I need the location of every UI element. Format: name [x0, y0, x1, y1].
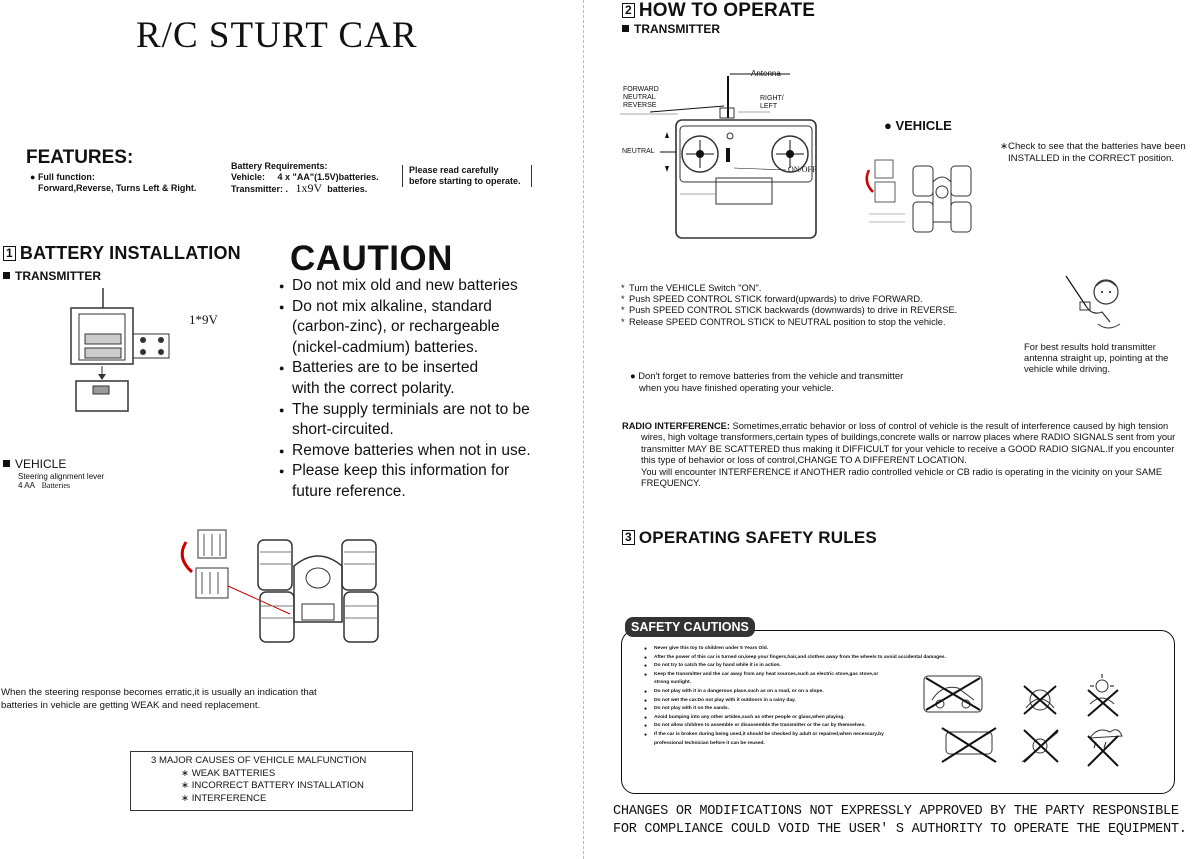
- safety-item: ● Keep the transmitter and the car away from any heat sources,such as electric stove,gas stove,or strong sunlight.: [644, 671, 894, 688]
- full-function-text: Forward,Reverse, Turns Left & Right.: [38, 183, 197, 193]
- operate-step: * Push SPEED CONTROL STICK forward(upwards) to drive FORWARD.: [621, 294, 1011, 305]
- safety-item: ● Do not play with it on the sands.: [644, 705, 914, 714]
- how-to-operate-heading: [622, 0, 815, 22]
- transmitter-label-left: [3, 269, 101, 283]
- lever-label: [18, 472, 104, 490]
- section-number-2: 2: [622, 3, 635, 18]
- safety-item: ● Do not wet the car.Do not play with it outdoors in a rainy day.: [644, 697, 914, 706]
- no-road-icon: [924, 676, 982, 712]
- vehicle-label-right-text: VEHICLE: [895, 118, 952, 133]
- safety-item: ● Never give this toy to children under 5 Years Old.: [644, 645, 914, 654]
- page-title: R/C STURT CAR: [136, 15, 418, 56]
- reverse-label: REVERSE: [623, 102, 657, 109]
- safety-cautions-tab: SAFETY CAUTIONS: [625, 617, 755, 637]
- section-number-3: 3: [622, 530, 635, 545]
- no-slope-icon: [1022, 730, 1058, 762]
- battery-installation-heading: [3, 243, 241, 264]
- features-heading: FEATURES:: [26, 147, 134, 168]
- boy-with-transmitter-illustration: [1062, 272, 1134, 338]
- radio-text-2: You will encounter INTERFERENCE if ANOTHER radio controlled vehicle or CB radio is operating in the vicinity on your SAME FREQUENCY.: [641, 466, 1163, 489]
- vehicle-label-text: VEHICLE: [15, 457, 67, 471]
- aa-label: 4 AA: [18, 481, 35, 490]
- caution-item: ● Do not mix alkaline, standard (carbon-zinc), or rechargeable (nickel-cadmium) batteries.: [279, 297, 564, 359]
- full-function-label: Full function:: [37, 172, 95, 182]
- right-label: RIGHT/: [760, 95, 784, 102]
- transmitter-label-right-text: TRANSMITTER: [634, 22, 720, 36]
- caution-item: ● Remove batteries when not in use.: [279, 441, 564, 462]
- transmitter-diagram: [620, 70, 830, 245]
- battery-installation-title: BATTERY INSTALLATION: [19, 243, 241, 263]
- no-sun-icon: [1088, 674, 1118, 716]
- caution-heading: CAUTION: [290, 239, 453, 278]
- check-note-text: Check to see that the batteries have been INSTALLED in the CORRECT position.: [1008, 141, 1186, 164]
- how-to-operate-title: HOW TO OPERATE: [638, 0, 816, 21]
- operate-steps: [621, 283, 1011, 328]
- radio-label: RADIO INTERFERENCE:: [622, 421, 730, 431]
- safety-item: ● If the car is broken during being used,it should be checked by adult or repaired,when necessary,by professional technician before it can be reused.: [644, 731, 909, 748]
- vehicle-label-right: ● VEHICLE: [884, 118, 952, 133]
- read-notice: Please read carefully before starting to operate.: [402, 165, 532, 187]
- malfunction-item: INTERFERENCE: [191, 792, 267, 804]
- caution-item: ● Batteries are to be inserted with the correct polarity.: [279, 358, 564, 399]
- forward-label: FORWARD: [623, 86, 659, 93]
- antenna-label: Antenna: [751, 69, 781, 78]
- lever-label-text: Steering alignment lever: [18, 472, 105, 481]
- safety-item: ● Avoid bumping into any other artides,such as other people or glass,when playing.: [644, 714, 914, 723]
- malfunction-item: WEAK BATTERIES: [191, 767, 276, 779]
- malfunction-heading: 3 MAJOR CAUSES OF VEHICLE MALFUNCTION: [151, 755, 367, 766]
- remove-note: ● Don't forget to remove batteries from the vehicle and transmitter when you have finished operating your vehicle.: [630, 370, 904, 393]
- vehicle-battery-value: 4 x "AA"(1.5V)batteries.: [277, 172, 379, 182]
- battery-requirements: [231, 161, 379, 195]
- transmitter-label-right: [622, 22, 720, 36]
- safety-item: ● Do not play with it in a dangerous place,such as on a road, or on a slope.: [644, 688, 914, 697]
- operate-step: * Release SPEED CONTROL STICK to NEUTRAL position to stop the vehicle.: [621, 317, 1011, 328]
- safety-rules-title: OPERATING SAFETY RULES: [638, 528, 877, 547]
- vehicle-battery-label: Vehicle:: [231, 172, 266, 182]
- hold-tip: For best results hold transmitter antenna straight up, pointing at the vehicle while driving.: [1024, 341, 1169, 375]
- no-rain-icon: [1088, 730, 1122, 766]
- no-sand-icon: [942, 728, 996, 762]
- safety-item: ● Do not allow children to assemble or disassemble the transmitter or the car by themselves.: [644, 722, 914, 731]
- battery-callout-9v: 1*9V: [189, 312, 218, 327]
- caution-item: ● Do not mix old and new batteries: [279, 276, 564, 297]
- remove-note-text: Don't forget to remove batteries from the vehicle and transmitter when you have finished operating your vehicle.: [638, 370, 904, 393]
- page-divider: [583, 0, 584, 859]
- safety-list: [644, 645, 946, 748]
- transmitter-label-text: TRANSMITTER: [15, 269, 101, 283]
- safety-pictograms: [918, 670, 1148, 770]
- malfunction-box: 3 MAJOR CAUSES OF VEHICLE MALFUNCTION ∗ WEAK BATTERIES ∗ INCORRECT BATTERY INSTALLATION ∗ INTERFERENCE: [130, 751, 413, 811]
- steering-note: When the steering response becomes erratic,it is usually an indication that batteries in vehicle are getting WEAK and need replacement.: [1, 687, 317, 711]
- neutral-side-label: NEUTRAL: [622, 148, 655, 155]
- vehicle-battery-diagram: [160, 522, 380, 650]
- no-water-icon: [1024, 686, 1056, 714]
- operate-step: * Push SPEED CONTROL STICK backwards (downwards) to drive in REVERSE.: [621, 305, 1011, 316]
- battery-req-heading: Battery Requirements:: [231, 161, 328, 171]
- fcc-notice: CHANGES OR MODIFICATIONS NOT EXPRESSLY APPROVED BY THE PARTY RESPONSIBLE FOR COMPLIANCE COULD VOID THE USER' S AUTHORITY TO OPERATE THE EQUIPMENT.: [613, 804, 1187, 838]
- caution-item: ● The supply terminials are not to be short-circuited.: [279, 400, 564, 441]
- caution-list: [279, 276, 564, 503]
- section-number-1: 1: [3, 246, 16, 261]
- radio-interference: [622, 421, 1177, 489]
- aa-batteries-label: Batteries: [41, 481, 71, 490]
- operate-step: * Turn the VEHICLE Switch "ON".: [621, 283, 1011, 294]
- safety-item: ● Do not try to catch the car by hand while it is in action.: [644, 662, 914, 671]
- transmitter-battery-value: batteries.: [327, 184, 368, 194]
- neutral-label: NEUTRAL: [623, 94, 656, 101]
- vehicle-diagram-small: [855, 152, 975, 242]
- safety-rules-heading: [622, 528, 877, 548]
- radio-text: Sometimes,erratic behavior or loss of control of vehicle is the result of interference caused by high tension wires, high voltage transformers,certain types of buildings,concrete walls or narrow places where RADIO SIGNALS sent from your transmitter MAY BE SCATTERED thus making it DIFFICULT for your vehicle to receive a GOOD RADIO SIGNAL.If you encounter this type of behavior or loss of control,CHANGE TO A DIFFERENT LOCATION.: [641, 421, 1176, 466]
- full-function: ● Full function: Forward,Reverse, Turns Left & Right.: [30, 172, 197, 193]
- transmitter-battery-diagram: [65, 288, 185, 413]
- safety-item: ● After the power of this car is turned on,keep your fingers,hair,and clothes away from the wheels to avoid accidental damages.: [644, 654, 914, 663]
- malfunction-item: INCORRECT BATTERY INSTALLATION: [191, 780, 364, 792]
- check-note: ∗Check to see that the batteries have been INSTALLED in the CORRECT position.: [1000, 141, 1186, 164]
- left-label: LEFT: [760, 103, 778, 110]
- onoff-label: ON/OFF: [788, 165, 817, 174]
- caution-item: ● Please keep this information for future reference.: [279, 461, 564, 502]
- vehicle-label-left: [3, 457, 66, 471]
- transmitter-battery-label: Transmitter: .: [231, 184, 289, 194]
- transmitter-battery-count: 1x9V: [295, 181, 323, 195]
